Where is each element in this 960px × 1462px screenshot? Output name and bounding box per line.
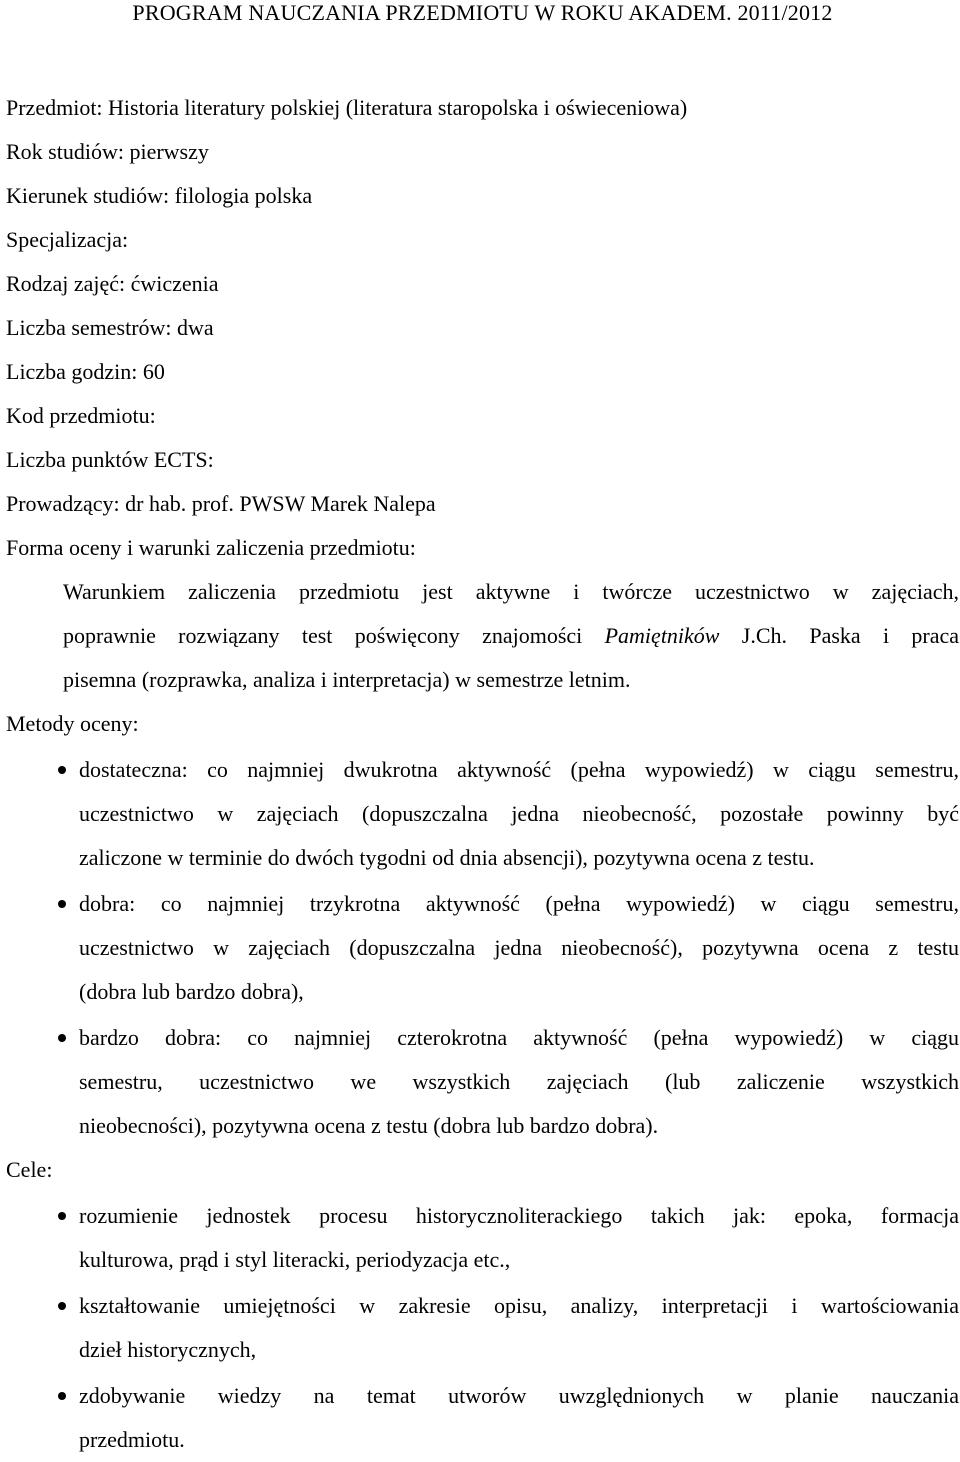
list-item-line: rozumienie jednostek procesu historycznoliterackiego takich jak: epoka, formacja xyxy=(79,1203,959,1228)
assessment-paragraph xyxy=(63,570,959,702)
list-item-line: zdobywanie wiedzy na temat utworów uwzględnionych w planie nauczania xyxy=(79,1383,959,1408)
meta-subject: Przedmiot: Historia literatury polskiej (literatura staropolska i oświeceniowa) xyxy=(6,95,688,120)
list-item-line: kształtowanie umiejętności w zakresie opisu, analizy, interpretacji i wartościowania xyxy=(79,1293,959,1318)
list-item xyxy=(79,1374,959,1462)
bullet-icon xyxy=(54,1016,70,1060)
list-item xyxy=(79,1016,959,1148)
meta-course-code: Kod przedmiotu: xyxy=(6,403,156,428)
meta-semesters: Liczba semestrów: dwa xyxy=(6,315,214,340)
meta-field-of-study: Kierunek studiów: filologia polska xyxy=(6,183,313,208)
list-item-line: dostateczna: co najmniej dwukrotna aktywność (pełna wypowiedź) w ciągu semestru, xyxy=(79,757,959,782)
goals-label: Cele: xyxy=(6,1157,53,1182)
bullet-icon xyxy=(54,882,70,926)
meta-class-type: Rodzaj zajęć: ćwiczenia xyxy=(6,271,219,296)
bullet-icon xyxy=(54,1194,70,1238)
goals-list xyxy=(6,1194,959,1462)
list-item-line: przedmiotu. xyxy=(79,1427,185,1452)
list-item-line: bardzo dobra: co najmniej czterokrotna aktywność (pełna wypowiedź) w ciągu xyxy=(79,1025,959,1050)
bullet-icon xyxy=(54,1374,70,1418)
meta-hours: Liczba godzin: 60 xyxy=(6,359,165,384)
assessment-label: Forma oceny i warunki zaliczenia przedmiotu: xyxy=(6,535,416,560)
methods-list xyxy=(6,748,959,1148)
assessment-book-title: Pamiętników xyxy=(604,623,720,648)
document-header: PROGRAM NAUCZANIA PRZEDMIOTU W ROKU AKADEM. 2011/2012 xyxy=(132,0,833,25)
list-item-line: semestru, uczestnictwo we wszystkich zajęciach (lub zaliczenie wszystkich xyxy=(79,1069,959,1094)
bullet-icon xyxy=(54,1284,70,1328)
assessment-line-2-part-b: J.Ch. Paska i praca xyxy=(741,623,960,648)
meta-instructor: Prowadzący: dr hab. prof. PWSW Marek Nalepa xyxy=(6,491,436,516)
list-item xyxy=(79,1194,959,1282)
list-item-line: uczestnictwo w zajęciach (dopuszczalna jedna nieobecność), pozytywna ocena z testu xyxy=(79,935,959,960)
list-item-line: (dobra lub bardzo dobra), xyxy=(79,979,304,1004)
list-item xyxy=(79,748,959,880)
assessment-line-3: pisemna (rozprawka, analiza i interpretacja) w semestrze letnim. xyxy=(63,667,631,692)
list-item xyxy=(79,882,959,1014)
meta-study-year: Rok studiów: pierwszy xyxy=(6,139,209,164)
assessment-line-2-part-a: poprawnie rozwiązany test poświęcony znajomości xyxy=(63,623,583,648)
list-item-line: zaliczone w terminie do dwóch tygodni od dnia absencji), pozytywna ocena z testu. xyxy=(79,845,815,870)
methods-label: Metody oceny: xyxy=(6,711,139,736)
assessment-line-1: Warunkiem zaliczenia przedmiotu jest aktywne i twórcze uczestnictwo w zajęciach, xyxy=(63,579,959,604)
list-item-line: kulturowa, prąd i styl literacki, periodyzacja etc., xyxy=(79,1247,511,1272)
list-item-line: nieobecności), pozytywna ocena z testu (dobra lub bardzo dobra). xyxy=(79,1113,659,1138)
list-item-line: uczestnictwo w zajęciach (dopuszczalna jedna nieobecność, pozostałe powinny być xyxy=(79,801,959,826)
list-item-line: dobra: co najmniej trzykrotna aktywność (pełna wypowiedź) w ciągu semestru, xyxy=(79,891,959,916)
bullet-icon xyxy=(54,748,70,792)
course-meta-list xyxy=(6,86,959,526)
list-item xyxy=(79,1284,959,1372)
meta-specialization: Specjalizacja: xyxy=(6,227,129,252)
assessment-line-2 xyxy=(63,614,959,658)
list-item-line: dzieł historycznych, xyxy=(79,1337,257,1362)
meta-ects-points: Liczba punktów ECTS: xyxy=(6,447,214,472)
